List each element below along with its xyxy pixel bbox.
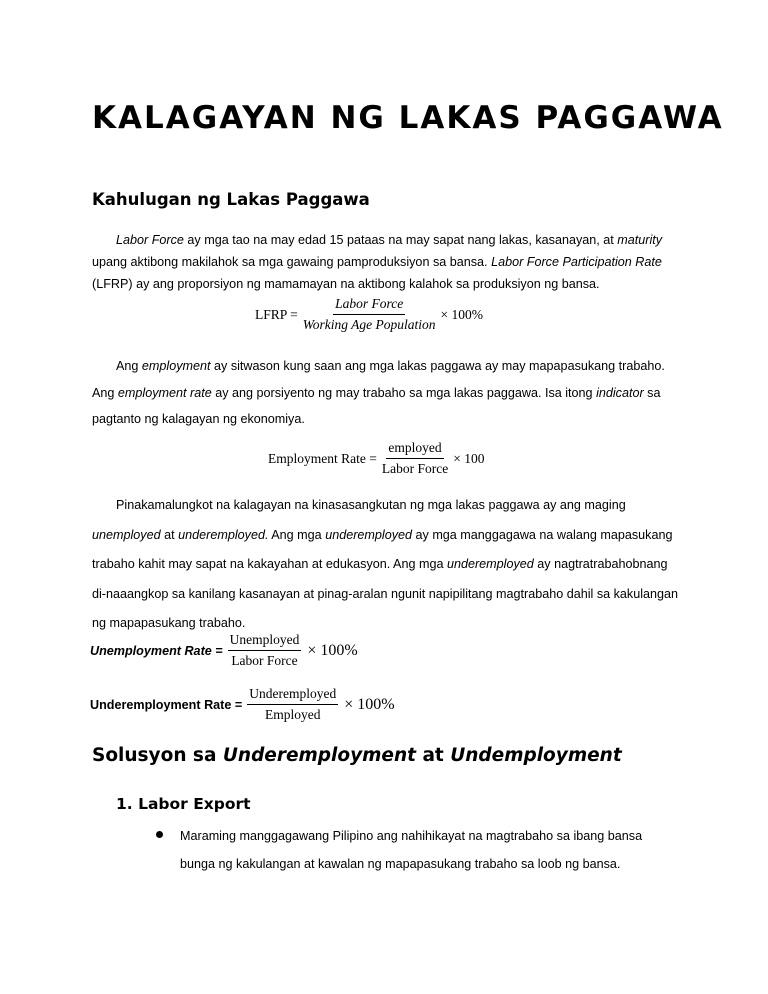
formula-underemployment-rate bbox=[90, 686, 395, 723]
formula-lfrp-rhs: × 100% bbox=[440, 306, 483, 322]
text-run: maturity bbox=[617, 233, 663, 247]
heading-mid: at bbox=[416, 745, 451, 766]
text-run: underemployed. bbox=[178, 527, 269, 542]
text-run: employment rate bbox=[117, 385, 212, 400]
formula-lfrp-lhs: LFRP = bbox=[255, 306, 298, 322]
text-run: ay ang porsiyento ng may trabaho sa mga lakas paggawa. Isa itong bbox=[211, 385, 597, 400]
text-run: at bbox=[160, 527, 179, 542]
formula-unemployment-numerator: Unemployed bbox=[228, 632, 302, 651]
text-run: ay mga manggagawa na walang mapasukang trabaho kahit may sapat na kakayahan at edukasyon. Ang mga bbox=[92, 527, 673, 571]
bullet-dot-icon bbox=[156, 831, 163, 838]
heading-undemployment: Undemployment bbox=[450, 745, 622, 766]
formula-unemployment-fraction bbox=[228, 632, 302, 669]
text-run: upang aktibong makilahok sa mga gawaing pamproduksiyon sa bansa. bbox=[92, 255, 492, 269]
text-run: unemployed bbox=[92, 527, 161, 542]
formula-underemployment-denominator: Employed bbox=[264, 707, 321, 722]
text-run: Labor Force bbox=[116, 233, 184, 247]
paragraph-unemployed bbox=[92, 491, 682, 639]
list-item-labor-export: 1. Labor Export bbox=[116, 795, 251, 813]
formula-lfrp-numerator: Labor Force bbox=[333, 296, 405, 315]
text-run: Ang bbox=[116, 359, 142, 373]
formula-underemployment-rhs: × 100% bbox=[344, 695, 395, 713]
formula-underemployment-fraction bbox=[247, 686, 338, 723]
formula-unemployment-denominator: Labor Force bbox=[231, 653, 298, 668]
formula-lfrp-denominator: Working Age Population bbox=[302, 317, 436, 332]
section-heading-kahulugan: Kahulugan ng Lakas Paggawa bbox=[92, 190, 370, 209]
formula-underemployment-label: Underemployment Rate = bbox=[90, 697, 243, 712]
text-run: Ang mga bbox=[268, 527, 326, 542]
formula-employment-denominator: Labor Force bbox=[381, 461, 449, 476]
formula-lfrp-fraction bbox=[301, 296, 438, 333]
text-run: ay mga tao na may edad 15 pataas na may sapat nang lakas, kasanayan, at bbox=[183, 233, 618, 247]
paragraph-employment bbox=[92, 353, 682, 433]
formula-unemployment-rhs: × 100% bbox=[307, 641, 358, 659]
text-run: ay nagtratrabahobnang di-naaangkop sa kanilang kasanayan at pinag-aralan ngunit napipilitang magtrabaho dahil sa kakulangan ng mapapasukang trabaho. bbox=[92, 557, 679, 630]
text-run: underemployed bbox=[446, 557, 534, 571]
formula-employment-lhs: Employment Rate = bbox=[268, 450, 377, 466]
formula-underemployment-numerator: Underemployed bbox=[247, 686, 338, 705]
formula-unemployment-label: Unemployment Rate = bbox=[90, 643, 223, 658]
text-run: indicator bbox=[596, 385, 644, 400]
text-run: Pinakamalungkot na kalagayan na kinasasangkutan ng mga lakas paggawa ay ang maging bbox=[116, 498, 626, 512]
formula-employment-numerator: employed bbox=[386, 440, 443, 459]
text-run: sa pagtanto ng kalagayan ng ekonomiya. bbox=[92, 385, 661, 426]
formula-employment-rhs: × 100 bbox=[453, 450, 485, 466]
page-title: KALAGAYAN NG LAKAS PAGGAWA bbox=[92, 100, 724, 136]
text-run: Labor Force Participation Rate bbox=[491, 255, 662, 269]
text-run: ay sitwason kung saan ang mga lakas paggawa ay may mapapasukang trabaho. Ang bbox=[92, 359, 665, 400]
text-run: (LFRP) ay ang proporsiyon ng mamamayan na aktibong kalahok sa produksiyon ng bansa. bbox=[92, 277, 600, 291]
text-run: employment bbox=[141, 359, 211, 373]
formula-lfrp bbox=[255, 296, 483, 333]
bullet-text-labor-export: Maraming manggagawang Pilipino ang nahihikayat na magtrabaho sa ibang bansa bunga ng kakulangan at kawalan ng mapapasukang trabaho sa loob ng bansa. bbox=[180, 829, 643, 871]
paragraph-labor-force bbox=[92, 229, 682, 295]
heading-prefix: Solusyon sa bbox=[92, 745, 223, 766]
heading-underemployment: Underemployment bbox=[222, 745, 416, 766]
formula-employment-fraction bbox=[380, 440, 450, 477]
formula-unemployment-rate bbox=[90, 632, 358, 669]
text-run: underemployed bbox=[325, 527, 413, 542]
section-heading-solusyon bbox=[92, 745, 622, 766]
formula-employment-rate bbox=[268, 440, 484, 477]
